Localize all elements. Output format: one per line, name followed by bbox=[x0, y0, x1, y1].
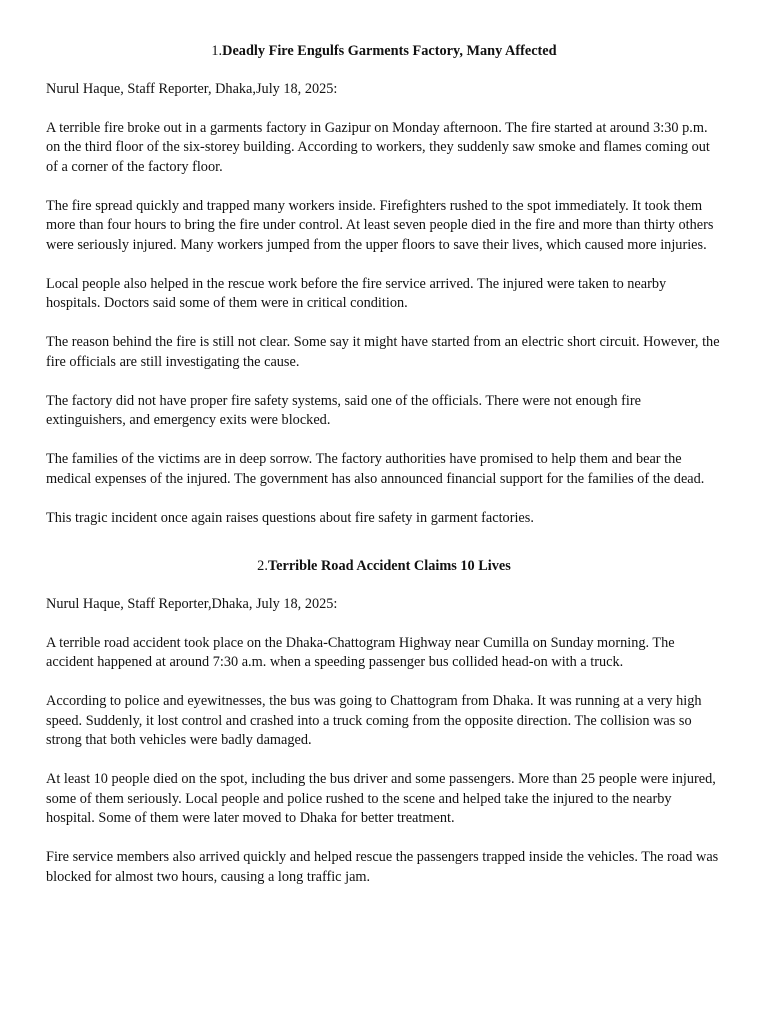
article-paragraph: According to police and eyewitnesses, the bus was going to Chattogram from Dhaka. It was running at a very high speed. Suddenly, it lost control and crashed into a truck coming from the opposite direction. The collision was so strong that both vehicles were badly damaged. bbox=[46, 693, 702, 748]
article-title: Deadly Fire Engulfs Garments Factory, Many Affected bbox=[222, 43, 557, 59]
article-road-accident bbox=[46, 557, 722, 887]
article-paragraph: A terrible road accident took place on the Dhaka-Chattogram Highway near Cumilla on Sunday morning. The accident happened at around 7:30 a.m. when a speeding passenger bus collided head-on with a truck. bbox=[46, 634, 675, 670]
article-paragraph: The families of the victims are in deep sorrow. The factory authorities have promised to help them and bear the medical expenses of the injured. The government has also announced financial support for the families of the dead. bbox=[46, 451, 705, 487]
article-title: Terrible Road Accident Claims 10 Lives bbox=[267, 558, 511, 574]
article-fire bbox=[46, 42, 722, 528]
article-byline: Nurul Haque, Staff Reporter, Dhaka,July 18, 2025: bbox=[46, 80, 338, 97]
article-number: 1. bbox=[211, 43, 223, 59]
article-paragraph: Fire service members also arrived quickly and helped rescue the passengers trapped inside the vehicles. The road was blocked for almost two hours, causing a long traffic jam. bbox=[46, 849, 719, 885]
article-paragraph: The factory did not have proper fire safety systems, said one of the officials. There were not enough fire extinguishers, and emergency exits were blocked. bbox=[46, 392, 641, 428]
article-paragraph: The fire spread quickly and trapped many workers inside. Firefighters rushed to the spot immediately. It took them more than four hours to bring the fire under control. At least seven people died in the fire and more than thirty others were seriously injured. Many workers jumped from the upper floors to save their lives, which caused more injuries. bbox=[46, 197, 714, 253]
document-page bbox=[46, 34, 722, 907]
article-headline bbox=[46, 42, 722, 62]
article-paragraph: Local people also helped in the rescue work before the fire service arrived. The injured were taken to nearby hospitals. Doctors said some of them were in critical condition. bbox=[46, 275, 667, 311]
article-paragraph: This tragic incident once again raises questions about fire safety in garment factories. bbox=[46, 509, 534, 526]
article-byline: Nurul Haque, Staff Reporter,Dhaka, July 18, 2025: bbox=[46, 595, 338, 612]
article-headline bbox=[46, 557, 722, 577]
article-number: 2. bbox=[257, 558, 268, 574]
article-paragraph: At least 10 people died on the spot, including the bus driver and some passengers. More than 25 people were injured, some of them seriously. Local people and police rushed to the scene and helped take the injured to the nearby hospital. Some of them were later moved to Dhaka for better treatment. bbox=[46, 771, 716, 826]
article-paragraph: A terrible fire broke out in a garments factory in Gazipur on Monday afternoon. The fire started at around 3:30 p.m. on the third floor of the six-storey building. According to workers, they suddenly saw smoke and flames coming out of a corner of the factory floor. bbox=[46, 119, 710, 175]
article-paragraph: The reason behind the fire is still not clear. Some say it might have started from an electric short circuit. However, the fire officials are still investigating the cause. bbox=[46, 334, 720, 370]
